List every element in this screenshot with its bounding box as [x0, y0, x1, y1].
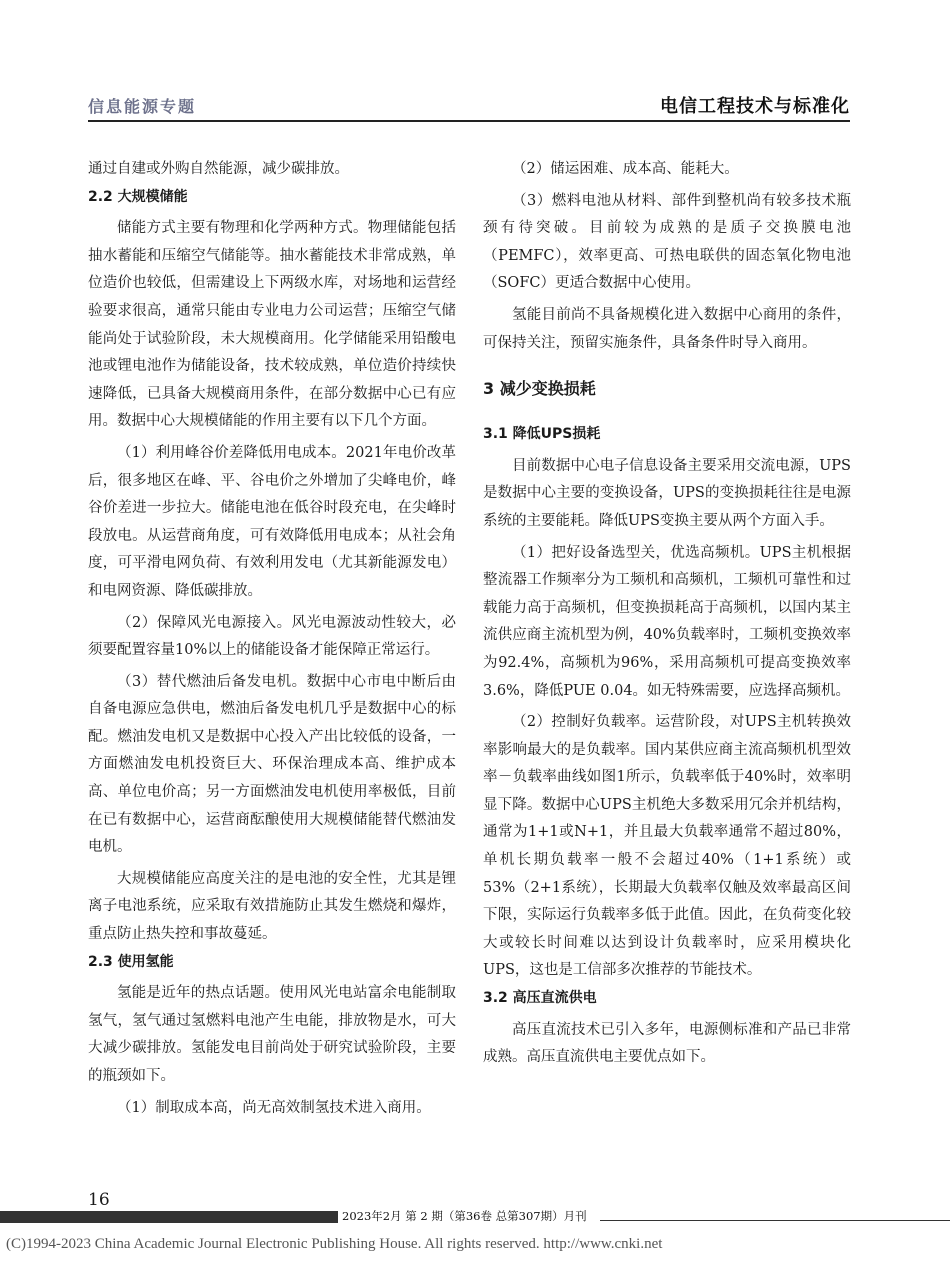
- paragraph: 储能方式主要有物理和化学两种方式。物理储能包括抽水蓄能和压缩空气储能等。抽水蓄能技术非常成熟，单位造价也较低，但需建设上下两级水库，对场地和运营经验要求很高，通常只能由专业电力公司运营；压缩空气储能尚处于试验阶段，未大规模商用。化学储能采用铅酸电池或锂电池作为储能设备，技术较成熟，单位造价持续快速降低，已具备大规模商用条件，在部分数据中心已有应用。数据中心大规模储能的作用主要有以下几个方面。: [88, 220, 456, 430]
- paragraph: 氢能目前尚不具备规模化进入数据中心商用的条件，可保持关注，预留实施条件，具备条件时导入商用。: [483, 306, 851, 351]
- paragraph: （1）利用峰谷价差降低用电成本。2021年电价改革后，很多地区在峰、平、谷电价之外增加了尖峰电价，峰谷价差进一步拉大。储能电池在低谷时段充电，在尖峰时段放电。从运营商角度，可有效降低用电成本；从社会角度，可平滑电网负荷、有效利用发电（尤其新能源发电）和电网资源、降低碳排放。: [88, 444, 456, 599]
- footer-bar-dark: [0, 1211, 338, 1223]
- journal-title: 电信工程技术与标准化: [660, 96, 850, 117]
- paragraph: 大规模储能应高度关注的是电池的安全性，尤其是锂离子电池系统，应采取有效措施防止其发生燃烧和爆炸，重点防止热失控和事故蔓延。: [88, 870, 456, 943]
- header-rule: [88, 120, 850, 122]
- footer-bar-line: [600, 1220, 950, 1221]
- paragraph: （3）燃料电池从材料、部件到整机尚有较多技术瓶颈有待突破。目前较为成熟的是质子交换膜电池（PEMFC），效率更高、可热电联供的固态氧化物电池（SOFC）更适合数据中心使用。: [483, 192, 851, 292]
- paragraph: （2）控制好负载率。运营阶段，对UPS主机转换效率影响最大的是负载率。国内某供应商主流高频机机型效率－负载率曲线如图1所示，负载率低于40%时，效率明显下降。数据中心UPS主机绝大多数采用冗余并机结构，通常为1+1或N+1，并且最大负载率通常不超过80%，单机长期负载率一般不会超过40%（1+1系统）或53%（2+1系统），长期最大负载率仅触及效率最高区间下限，实际运行负载率多低于此值。因此，在负荷变化较大或较长时间难以达到设计负载率时，应采用模块化UPS，这也是工信部多次推荐的节能技术。: [483, 714, 851, 979]
- paragraph: 高压直流技术已引入多年，电源侧标准和产品已非常成熟。高压直流供电主要优点如下。: [483, 1021, 851, 1066]
- paragraph: 氢能是近年的热点话题。使用风光电站富余电能制取氢气，氢气通过氢燃料电池产生电能，排放物是水，可大大减少碳排放。氢能发电目前尚处于研究试验阶段，主要的瓶颈如下。: [88, 985, 456, 1084]
- subsection-heading: 2.3 使用氢能: [88, 953, 174, 970]
- page-number: 16: [88, 1190, 110, 1210]
- paragraph: 目前数据中心电子信息设备主要采用交流电源，UPS是数据中心主要的变换设备，UPS的变换损耗往往是电源系统的主要能耗。降低UPS变换主要从两个方面入手。: [483, 457, 851, 529]
- subsection-heading: 3.1 降低UPS损耗: [483, 426, 601, 443]
- copyright-line: (C)1994-2023 China Academic Journal Electronic Publishing House. All rights reserved. http://www.cnki.net: [6, 1236, 663, 1252]
- subsection-heading: 3.2 高压直流供电: [483, 990, 597, 1007]
- paragraph: （2）储运困难、成本高、能耗大。: [512, 161, 739, 177]
- section-label: 信息能源专题: [88, 97, 197, 116]
- issue-info: 2023年2月 第 2 期（第36卷 总第307期）月刊: [342, 1209, 587, 1223]
- paragraph: 通过自建或外购自然能源，减少碳排放。: [88, 161, 349, 177]
- paragraph: （1）把好设备选型关，优选高频机。UPS主机根据整流器工作频率分为工频机和高频机，工频机可靠性和过载能力高于高频机，但变换损耗高于高频机，以国内某主流供应商主流机型为例，40%负载率时，工频机变换效率为92.4%，高频机为96%，采用高频机可提高变换效率3.6%，降低PUE 0.04。如无特殊需要，应选择高频机。: [483, 544, 851, 699]
- right-column: [483, 156, 851, 1072]
- paragraph: （2）保障风光电源接入。风光电源波动性较大，必须要配置容量10%以上的储能设备才能保障正常运行。: [88, 614, 456, 659]
- paragraph: （1）制取成本高，尚无高效制氢技术进入商用。: [117, 1099, 431, 1116]
- subsection-heading: 2.2 大规模储能: [88, 188, 188, 205]
- section-heading: 3 减少变换损耗: [483, 379, 596, 399]
- paragraph: （3）替代燃油后备发电机。数据中心市电中断后由自备电源应急供电，燃油后备发电机几乎是数据中心的标配。燃油发电机又是数据中心投入产出比较低的设备，一方面燃油发电机投资巨大、环保治理成本高、维护成本高、单位电价高；另一方面燃油发电机使用率极低，目前在已有数据中心，运营商酝酿使用大规模储能替代燃油发电机。: [88, 673, 456, 856]
- left-column: [88, 156, 456, 1122]
